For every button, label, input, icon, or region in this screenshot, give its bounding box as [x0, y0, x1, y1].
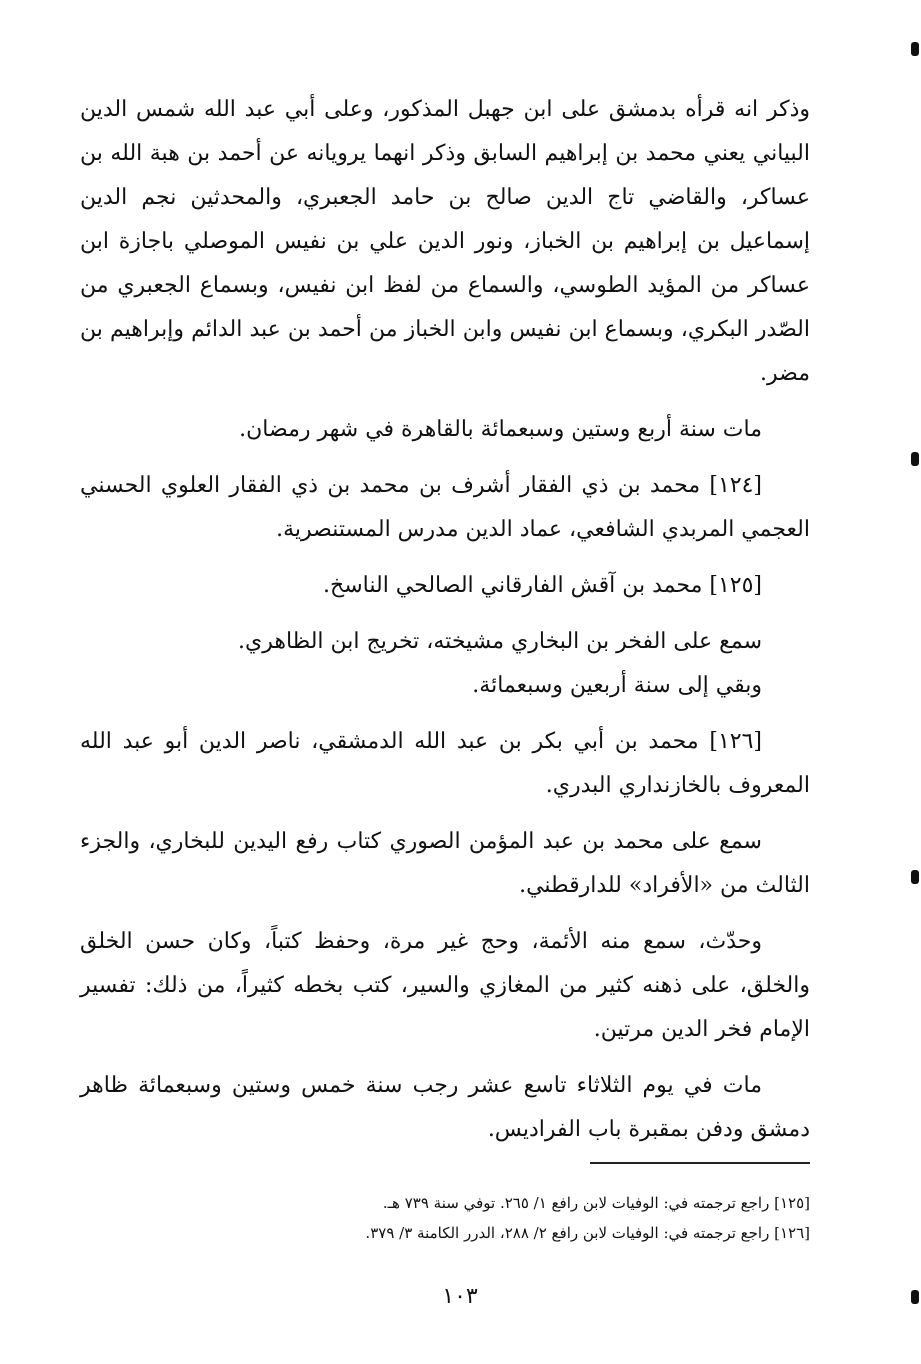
entry-126: [١٢٦] محمد بن أبي بكر بن عبد الله الدمشقي، ناصر الدين أبو عبد الله المعروف بالخازنداري البدري.: [80, 729, 810, 798]
paragraph-death-date: مات سنة أربع وستين وسبعمائة بالقاهرة في شهر رمضان.: [239, 417, 762, 442]
scan-edge-mark: [911, 452, 919, 466]
entry-125: [١٢٥] محمد بن آقش الفارقاني الصالحي الناسخ.: [323, 573, 762, 598]
footnote-divider: [590, 1162, 810, 1164]
entry-126-narration: وحدّث، سمع منه الأئمة، وحج غير مرة، وحفظ كتباً، وكان حسن الخلق والخلق، على ذهنه كثير من المغازي والسير، كتب بخطه كثيراً، من ذلك: تفسير الإمام فخر الدين مرتين.: [80, 929, 810, 1042]
main-text: [80, 88, 810, 1164]
paragraph-continuation: وذكر انه قرأه بدمشق على ابن جهبل المذكور، وعلى أبي عبد الله شمس الدين البياني يعني محمد بن إبراهيم السابق وذكر انهما يرويانه عن أحمد بن هبة الله بن عساكر، والقاضي تاج الدين صالح بن حامد الجعبري، والمحدثين نجم الدين إسماعيل بن إبراهيم بن الخباز، ونور الدين علي بن نفيس الموصلي باجازة ابن عساكر من المؤيد الطوسي، والسماع من لفظ ابن نفيس، وبسماع الجعبري من الصّدر البكري، وبسماع ابن نفيس وابن الخباز من أحمد بن عبد الدائم وإبراهيم بن مضر.: [80, 97, 810, 386]
entry-126-death: مات في يوم الثلاثاء تاسع عشر رجب سنة خمس وستين وسبعمائة ظاهر دمشق ودفن بمقبرة باب الفراديس.: [80, 1073, 810, 1142]
scan-edge-mark: [911, 1290, 919, 1304]
entry-125-death: وبقي إلى سنة أربعين وسبعمائة.: [472, 673, 762, 698]
scan-edge-mark: [911, 870, 919, 884]
footnote-126: [١٢٦] راجع ترجمته في: الوفيات لابن رافع ٢/ ٢٨٨، الدرر الكامنة ٣/ ٣٧٩.: [365, 1224, 810, 1242]
footnotes: [80, 1188, 810, 1248]
entry-125-text: سمع على الفخر بن البخاري مشيخته، تخريج ابن الظاهري.: [238, 629, 762, 654]
page-number: ١٠٣: [442, 1284, 478, 1309]
footnote-125: [١٢٥] راجع ترجمته في: الوفيات لابن رافع ١/ ٢٦٥. توفي سنة ٧٣٩ هـ.: [382, 1194, 810, 1212]
scan-edge-mark: [911, 42, 919, 56]
entry-126-hearing: سمع على محمد بن عبد المؤمن الصوري كتاب رفع اليدين للبخاري، والجزء الثالث من «الأفراد» للدارقطني.: [80, 829, 810, 898]
entry-124: [١٢٤] محمد بن ذي الفقار أشرف بن محمد بن ذي الفقار العلوي الحسني العجمي المربدي الشافعي، عماد الدين مدرس المستنصرية.: [80, 473, 810, 542]
